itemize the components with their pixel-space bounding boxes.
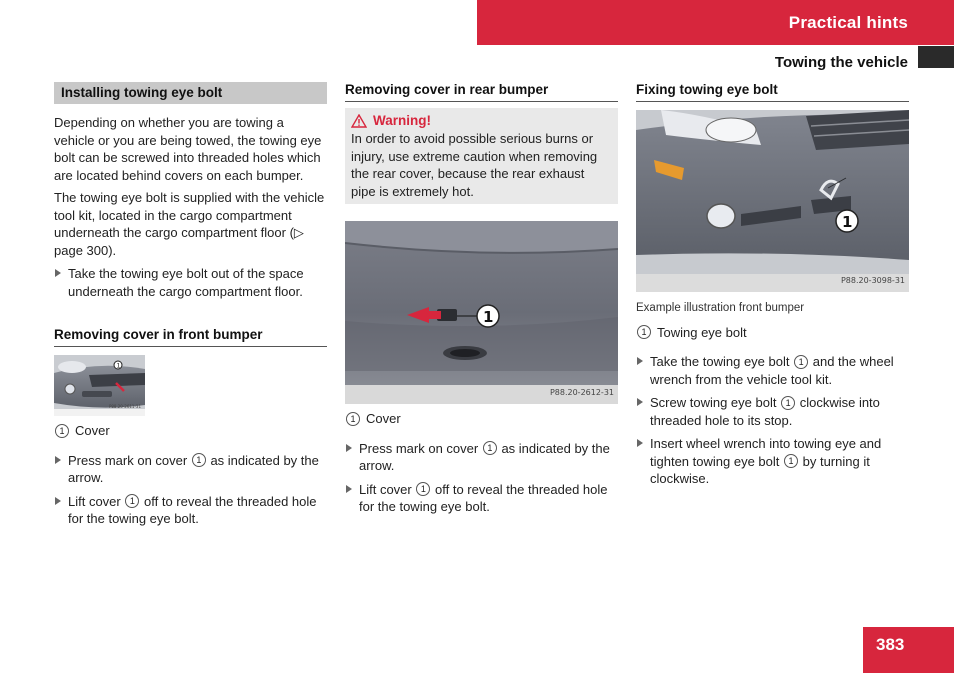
step-press-mark: Press mark on cover 1 as indicated by the arrow.	[54, 452, 327, 487]
inline-number: 1	[784, 454, 798, 468]
figure-callout-number: 1	[116, 362, 121, 370]
inline-number: 1	[781, 396, 795, 410]
page-number-badge	[863, 627, 954, 673]
figure-code: P88.20-2611-31	[108, 403, 141, 409]
column-rear-bumper	[345, 82, 618, 516]
figure-callout-number: 1	[483, 308, 494, 326]
chapter-tab-marker	[918, 46, 954, 68]
warning-title: Warning!	[351, 112, 612, 130]
step-arrow-icon	[346, 485, 352, 493]
step-arrow-icon	[346, 444, 352, 452]
column-fixing	[636, 82, 909, 488]
step-take-bolt: Take the towing eye bolt out of the space underneath the cargo compartment floor.	[54, 265, 327, 300]
step-arrow-icon	[637, 357, 643, 365]
towing-eye-illustration	[636, 110, 909, 292]
column-installing	[54, 82, 327, 528]
step-lift-cover: Lift cover 1 off to reveal the threaded hole for the towing eye bolt.	[345, 481, 618, 516]
inline-number: 1	[125, 494, 139, 508]
step-arrow-icon	[55, 497, 61, 505]
figure-code: P88.20-3098-31	[840, 275, 905, 285]
legend-cover: 1 Cover	[54, 422, 327, 440]
step-screw-bolt: Screw towing eye bolt 1 clockwise into threaded hole to its stop.	[636, 394, 909, 429]
section-header-bar	[477, 0, 954, 45]
step-press-mark: Press mark on cover 1 as indicated by the arrow.	[345, 440, 618, 475]
legend-cover: 1 Cover	[345, 410, 618, 428]
legend-number: 1	[55, 424, 69, 438]
paragraph-tool-kit: The towing eye bolt is supplied with the vehicle tool kit, located in the cargo compartment underneath the cargo compartment floor (▷ page 300).	[54, 190, 325, 258]
warning-box	[345, 108, 618, 204]
section-title: Practical hints	[788, 13, 908, 32]
heading-fixing-towing-eye-bolt: Fixing towing eye bolt	[636, 82, 909, 102]
rear-bumper-figure	[345, 221, 618, 404]
legend-number: 1	[637, 325, 651, 339]
step-arrow-icon	[55, 456, 61, 464]
step-arrow-icon	[637, 439, 643, 447]
inline-number: 1	[483, 441, 497, 455]
front-bumper-figure	[54, 355, 145, 416]
heading-front-bumper: Removing cover in front bumper	[54, 327, 327, 347]
legend-towing-eye-bolt: 1 Towing eye bolt	[636, 324, 909, 342]
paragraph-intro: Depending on whether you are towing a vehicle or you are being towed, the towing eye bolt can be screwed into threaded holes which are located behind covers on each bumper.	[54, 115, 322, 183]
subsection-title: Towing the vehicle	[774, 54, 908, 71]
heading-installing-towing-eye-bolt: Installing towing eye bolt	[54, 82, 327, 104]
figure-callout-number: 1	[842, 213, 853, 231]
inline-number: 1	[416, 482, 430, 496]
figure-caption: Example illustration front bumper	[636, 302, 805, 314]
warning-triangle-icon	[351, 114, 367, 128]
page-number: 383	[876, 635, 905, 654]
legend-number: 1	[346, 412, 360, 426]
step-arrow-icon	[55, 269, 61, 277]
step-take-bolt-wrench: Take the towing eye bolt 1 and the wheel wrench from the vehicle tool kit.	[636, 353, 909, 388]
heading-rear-bumper: Removing cover in rear bumper	[345, 82, 618, 102]
warning-text: In order to avoid possible serious burns or injury, use extreme caution when removing the rear cover, because the rear exhaust pipe is extremely hot.	[351, 131, 598, 199]
rear-bumper-illustration	[345, 221, 618, 404]
step-lift-cover: Lift cover 1 off to reveal the threaded hole for the towing eye bolt.	[54, 493, 327, 528]
figure-code: P88.20-2612-31	[549, 387, 614, 397]
inline-number: 1	[794, 355, 808, 369]
towing-eye-figure	[636, 110, 909, 292]
inline-number: 1	[192, 453, 206, 467]
step-tighten-bolt: Insert wheel wrench into towing eye and tighten towing eye bolt 1 by turning it clockwise.	[636, 435, 909, 488]
step-arrow-icon	[637, 398, 643, 406]
